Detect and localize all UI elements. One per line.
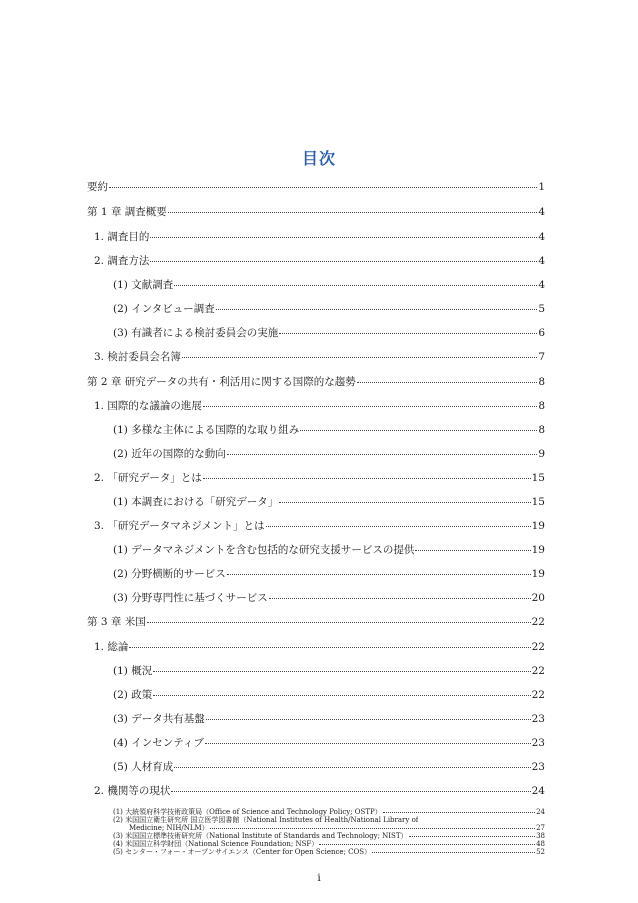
toc-entry-label: 要約	[87, 181, 108, 193]
page-title: 目次	[301, 149, 336, 168]
toc-entry-page: 48	[536, 840, 545, 848]
toc-entry-page: 19	[531, 568, 545, 580]
dot-leader	[279, 501, 530, 503]
toc-entry-3-1-1[interactable]	[113, 664, 545, 678]
dot-leader	[203, 405, 537, 407]
toc-entry-label: (2) 米国国立衛生研究所 国立医学図書館（National Institutes of Health/National Library of	[113, 816, 419, 824]
dot-leader	[153, 670, 530, 672]
toc-entry-label: (5) センター・フォー・オープンサイエンス（Center for Open Science; COS）	[113, 848, 372, 856]
toc-entry-label: 第 1 章 調査概要	[87, 206, 167, 218]
toc-entry-label: 3. 検討委員会名簿	[94, 351, 181, 363]
toc-entry-label: (1) 概況	[113, 665, 153, 677]
toc-entry-chapter-3[interactable]	[87, 615, 545, 629]
toc-entry-label: 2. 「研究データ」とは	[94, 472, 202, 484]
toc-entry-page: 7	[538, 351, 545, 363]
toc-entry-page: 22	[531, 616, 545, 628]
dot-leader	[372, 852, 535, 853]
dot-leader	[182, 356, 537, 358]
toc-entry-label: (3) 米国国立標準技術研究所（National Institute of Standards and Technology; NIST）	[113, 832, 408, 840]
toc-entry-2-3-2[interactable]	[113, 567, 545, 581]
toc-entry-page: 27	[536, 824, 545, 832]
toc-entry-page: 23	[531, 713, 545, 725]
toc-entry-1-2-3[interactable]	[113, 326, 545, 340]
dot-leader	[210, 828, 535, 829]
toc-entry-label: (1) 文献調査	[113, 279, 174, 291]
toc-entry-page: 24	[531, 785, 545, 797]
dot-leader	[150, 236, 537, 238]
dot-leader	[409, 836, 536, 837]
toc-entry-page: 4	[538, 206, 545, 218]
dot-leader	[153, 694, 530, 696]
toc-entry-label: (3) 分野専門性に基づくサービス	[113, 592, 268, 604]
toc-entry-label: 1. 調査目的	[94, 231, 150, 243]
toc-entry-label: (5) 人材育成	[113, 761, 174, 773]
toc-entry-label: (2) インタビュー調査	[113, 303, 215, 315]
toc-entry-page: 52	[536, 848, 545, 856]
toc-entry-label: 3. 「研究データマネジメント」とは	[94, 520, 265, 532]
toc-entry-page: 22	[531, 665, 545, 677]
toc-entry[interactable]	[113, 832, 545, 840]
toc-entry-page: 19	[531, 520, 545, 532]
toc-entry-page: 15	[531, 496, 545, 508]
toc-entry-page: 23	[531, 737, 545, 749]
toc-entry-2-3-1[interactable]	[113, 543, 545, 557]
toc-entry-label: 2. 機関等の現状	[94, 785, 171, 797]
dot-leader	[269, 597, 531, 599]
toc-entry-label: Medicine; NIH/NLM）	[129, 824, 209, 832]
toc-entry-page: 1	[538, 181, 545, 193]
dot-leader	[319, 844, 535, 845]
toc-entry-label: 第 3 章 米国	[87, 616, 146, 628]
dot-leader	[227, 453, 538, 455]
toc-entry-label: (4) 米国国立科学財団（National Science Foundation; NSF）	[113, 840, 319, 848]
toc-entry-2-2-1[interactable]	[113, 495, 545, 509]
toc-entry-page: 19	[531, 544, 545, 556]
dot-leader	[174, 284, 537, 286]
dot-leader	[147, 621, 531, 623]
toc-entry-3-2[interactable]	[94, 784, 545, 798]
toc-entry-page: 8	[538, 424, 545, 436]
dot-leader	[168, 211, 538, 213]
toc-entry-label: (1) データマネジメントを含む包括的な研究支援サービスの提供	[113, 544, 415, 556]
toc-entry-summary[interactable]	[87, 180, 545, 194]
dot-leader	[206, 718, 531, 720]
dot-leader	[109, 186, 537, 188]
toc-entry-label: 第 2 章 研究データの共有・利活用に関する国際的な趨勢	[87, 376, 356, 388]
page-number: i	[317, 872, 321, 884]
dot-leader	[171, 790, 530, 792]
toc-entry-3-1-5[interactable]	[113, 760, 545, 774]
dot-leader	[129, 646, 530, 648]
toc-entry-label: (2) 分野横断的サービス	[113, 568, 226, 580]
toc-entry-label: (1) 本調査における「研究データ」	[113, 496, 279, 508]
toc-entry-1-3[interactable]	[94, 350, 545, 364]
toc-entry-page: 38	[536, 832, 545, 840]
toc-entry-page: 22	[531, 641, 545, 653]
toc-entry-2-1-2[interactable]	[113, 447, 545, 461]
toc-entry[interactable]	[113, 816, 545, 824]
toc-entry-page: 20	[531, 592, 545, 604]
toc-entry-page: 4	[538, 279, 545, 291]
toc-entry-page: 24	[536, 808, 545, 816]
toc-entry-page: 6	[538, 327, 545, 339]
toc-entry-2-1[interactable]	[94, 399, 545, 413]
toc-continuation	[113, 808, 545, 856]
toc-entry-1-1[interactable]	[94, 230, 545, 244]
toc-entry-page: 4	[538, 255, 545, 267]
toc-entry[interactable]	[113, 840, 545, 848]
toc-entry-label: 1. 国際的な議論の進展	[94, 400, 202, 412]
toc-entry[interactable]	[113, 808, 545, 816]
toc-entry-1-2-1[interactable]	[113, 278, 545, 292]
dot-leader	[415, 549, 530, 551]
toc-entry-label: (2) 政策	[113, 689, 153, 701]
toc-entry-page: 5	[538, 303, 545, 315]
toc-entry-label: 2. 調査方法	[94, 255, 150, 267]
toc-entry-page: 22	[531, 689, 545, 701]
toc-entry-1-2-2[interactable]	[113, 302, 545, 316]
dot-leader	[227, 573, 531, 575]
dot-leader	[300, 429, 537, 431]
toc-entry[interactable]	[113, 848, 545, 856]
dot-leader	[266, 525, 531, 527]
toc-entry-page: 15	[531, 472, 545, 484]
toc-entry-2-1-1[interactable]	[113, 423, 545, 437]
dot-leader	[357, 381, 538, 383]
dot-leader	[174, 766, 530, 768]
toc-entry-3-1-2[interactable]	[113, 688, 545, 702]
toc-entry-page: 9	[538, 448, 545, 460]
toc-entry-page: 4	[538, 231, 545, 243]
toc-entry-2-3[interactable]	[94, 519, 545, 533]
dot-leader	[216, 308, 538, 310]
toc-entry-3-1-4[interactable]	[113, 736, 545, 750]
toc-entry-1-2[interactable]	[94, 254, 545, 268]
dot-leader	[150, 260, 537, 262]
toc-entry-label: (3) 有識者による検討委員会の実施	[113, 327, 279, 339]
toc-entry-label: (4) インセンティブ	[113, 737, 204, 749]
toc-entry-label: (1) 多様な主体による国際的な取り組み	[113, 424, 300, 436]
toc-entry-chapter-2[interactable]	[87, 375, 545, 389]
toc-entry[interactable]	[113, 824, 545, 832]
toc-entry-3-1-3[interactable]	[113, 712, 545, 726]
toc-entry-2-3-3[interactable]	[113, 591, 545, 605]
toc-entry-2-2[interactable]	[94, 471, 545, 485]
toc-entry-label: (1) 大統領府科学技術政策局（Office of Science and Technology Policy; OSTP）	[113, 808, 382, 816]
toc-entry-3-1[interactable]	[94, 640, 545, 654]
toc-entry-page: 8	[538, 376, 545, 388]
toc-entry-page: 8	[538, 400, 545, 412]
toc-entry-label: (2) 近年の国際的な動向	[113, 448, 226, 460]
toc-entry-label: 1. 総論	[94, 641, 129, 653]
dot-leader	[205, 742, 531, 744]
toc-entry-label: (3) データ共有基盤	[113, 713, 205, 725]
dot-leader	[279, 332, 537, 334]
toc-entry-chapter-1[interactable]	[87, 205, 545, 219]
dot-leader	[383, 812, 535, 813]
dot-leader	[203, 477, 531, 479]
toc-entry-page: 23	[531, 761, 545, 773]
